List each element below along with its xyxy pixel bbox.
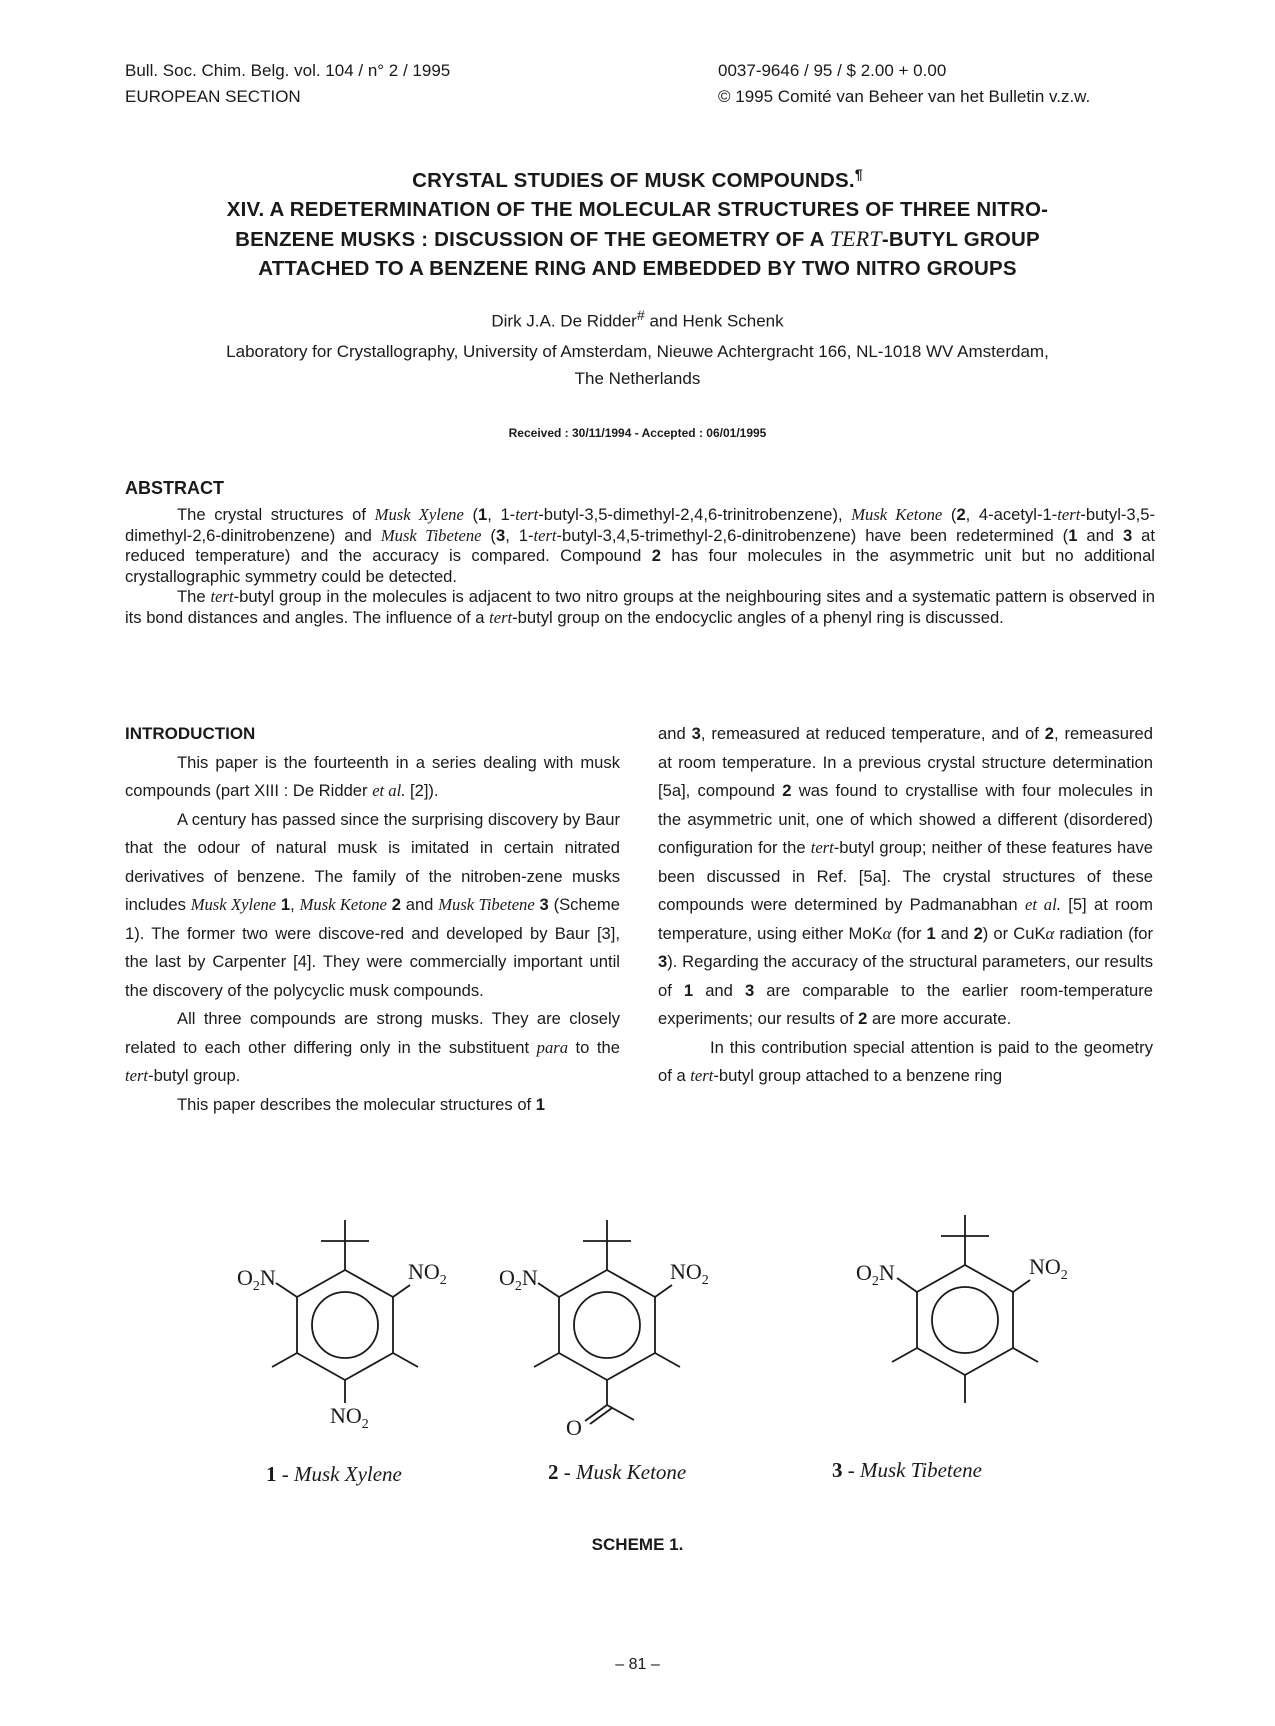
title-line-3b: -BUTYL GROUP <box>881 227 1040 251</box>
text-segment: 2 <box>973 923 983 943</box>
text-segment: -butyl group on the endocyclic angles of a phenyl ring is discussed. <box>512 607 1004 627</box>
intro-paragraph-2 <box>125 806 620 1006</box>
text-segment: tert <box>810 838 834 857</box>
text-segment: -butyl group attached to a benzene ring <box>713 1066 1003 1085</box>
text-segment: and <box>658 724 692 743</box>
text-segment: This paper describes the molecular structures of <box>177 1094 536 1114</box>
title-line-3a: BENZENE MUSKS : DISCUSSION OF THE GEOMETRY OF A <box>235 227 830 251</box>
text-segment: tert <box>210 587 234 606</box>
text-segment: 3 <box>495 525 506 545</box>
text-segment: α <box>882 923 892 943</box>
introduction-heading: INTRODUCTION <box>125 724 256 743</box>
text-segment: was found to crystallise with four molecules in the asymmetric unit, one of which showed a different (disordered) configuration for the <box>658 781 1153 857</box>
text-segment: 3 <box>691 724 701 743</box>
text-segment: tert <box>690 1066 714 1085</box>
text-segment: Musk Ketone <box>299 895 387 914</box>
text-segment: -butyl-3,4,5-trimethyl-2,6-dinitrobenzene) have been redetermined ( <box>556 525 1069 545</box>
label-o2n-3: $O_2N$ <box>856 1260 895 1289</box>
text-segment: -butyl group; neither of these features have been discussed in Ref. [5a]. The crystal structures of these compounds were determined by Padmanabhan <box>658 838 1153 914</box>
author-1: Dirk J.A. De Ridder <box>491 311 637 331</box>
text-segment: , 1- <box>487 505 516 524</box>
text-segment: et al. <box>372 781 406 800</box>
affiliation-line-1: Laboratory for Crystallography, University of Amsterdam, Nieuwe Achtergracht 166, NL-1018 WV Amsterdam, <box>226 342 1049 361</box>
text-segment: to the <box>568 1037 620 1057</box>
title-line-2: XIV. A REDETERMINATION OF THE MOLECULAR STRUCTURES OF THREE NITRO- <box>226 197 1049 221</box>
intro-paragraph-3 <box>125 1005 620 1091</box>
text-segment: 1 <box>1068 525 1078 545</box>
text-segment: radiation (for <box>1054 923 1153 943</box>
text-segment: 1 <box>926 923 936 943</box>
text-segment: et al. <box>1024 895 1061 914</box>
journal-citation: Bull. Soc. Chim. Belg. vol. 104 / n° 2 / 1995 <box>125 61 451 80</box>
scheme-label: SCHEME 1. <box>591 1535 684 1554</box>
text-segment: , 4-acetyl-1- <box>965 505 1058 524</box>
text-segment: 3 <box>658 952 668 971</box>
text-segment: are comparable to the earlier room-temperature experiments; our results of <box>658 980 1153 1028</box>
affiliation <box>150 338 1125 392</box>
text-segment: has four molecules in the asymmetric unit but no additional crystallographic symmetry could be detected. <box>125 546 1155 586</box>
musk-xylene-structure <box>272 1220 418 1403</box>
text-segment: ( <box>463 505 478 524</box>
text-segment: -butyl group. <box>148 1066 241 1085</box>
text-segment: α <box>1045 923 1055 943</box>
text-segment: 3 <box>744 980 755 1000</box>
caption-compound-2: 2 - Musk Ketone <box>548 1460 687 1484</box>
text-segment: This paper is the fourteenth in a series dealing with musk compounds (part XIII : De Ridder <box>125 752 620 800</box>
affiliation-line-2: The Netherlands <box>574 369 701 388</box>
text-segment: ) or CuK <box>982 923 1046 943</box>
label-no2-3: $NO_2$ <box>1029 1254 1068 1283</box>
text-segment: 1 <box>683 980 694 1000</box>
title-line-3-italic: TERT <box>829 225 882 251</box>
abstract-paragraph-2 <box>125 587 1155 628</box>
abstract-body <box>125 505 1155 628</box>
abstract-paragraph-1 <box>125 505 1155 587</box>
author-2: and Henk Schenk <box>644 311 784 331</box>
text-segment: , remeasured at room temperature. In a previous crystal structure determination [5a], compound <box>658 724 1153 800</box>
text-segment: and <box>400 895 439 914</box>
text-segment: A century has passed since the surprising discovery by Baur that the odour of natural musk is imitated in certain nitrated derivatives of benzene. The family of the nitroben-zene musks includes <box>125 809 620 914</box>
musk-ketone-structure <box>534 1220 680 1424</box>
text-segment: at reduced temperature) and the accuracy is compared. Compound <box>125 525 1155 565</box>
text-segment: tert <box>533 525 557 545</box>
text-segment: , remeasured at reduced temperature, and of <box>700 724 1045 743</box>
text-segment: 2 <box>782 781 792 800</box>
text-segment: and <box>1077 525 1123 545</box>
intro-paragraph-4 <box>125 1091 620 1120</box>
label-o2n-2: $O_2N$ <box>499 1265 538 1294</box>
label-o2n-1: $O_2N$ <box>237 1265 276 1294</box>
text-segment: and <box>935 923 974 943</box>
intro-paragraph-6 <box>658 1034 1153 1091</box>
text-segment: tert <box>125 1066 149 1085</box>
journal-code: 0037-9646 / 95 / $ 2.00 + 0.00 <box>718 61 947 80</box>
text-segment: tert <box>515 505 539 524</box>
text-segment: para <box>536 1037 568 1057</box>
text-segment: Musk Xylene <box>190 895 277 914</box>
authors <box>0 308 1275 332</box>
text-segment: Musk Tibetene <box>438 895 535 914</box>
intro-left-column <box>125 720 620 1119</box>
text-segment: The crystal structures of <box>177 505 375 524</box>
text-segment: 2 <box>1044 724 1054 743</box>
intro-paragraph-1 <box>125 749 620 806</box>
text-segment: ( <box>942 505 957 524</box>
text-segment: (Scheme 1). The former two were discove-red and developed by Baur [3], the last by Carpenter [4]. They were commercially important until the discovery of the polycyclic musk compounds. <box>125 895 620 1000</box>
text-segment: , <box>290 895 300 914</box>
page-number: – 81 – <box>615 1656 660 1673</box>
text-segment: Musk Xylene <box>374 505 464 524</box>
intro-paragraph-5 <box>658 720 1153 1034</box>
caption-compound-1: 1 - Musk Xylene <box>266 1462 402 1486</box>
text-segment: In this contribution special attention is paid to the geometry of a <box>658 1037 1153 1085</box>
text-segment: -butyl-3,5-dimethyl-2,4,6-trinitrobenzene), <box>538 505 852 524</box>
intro-right-column <box>658 720 1153 1091</box>
text-segment: ( <box>481 525 496 545</box>
text-segment: -butyl-3,5-dimethyl-2,6-dinitrobenzene) and <box>125 505 1156 545</box>
text-segment: ). Regarding the accuracy of the structural parameters, our results of <box>658 952 1153 1000</box>
text-segment: 1 <box>280 895 291 914</box>
copyright-notice: © 1995 Comité van Beheer van het Bulletin v.z.w. <box>718 87 1091 106</box>
text-segment: -butyl group in the molecules is adjacent to two nitro groups at the neighbouring sites and a systematic pattern is observed in its bond distances and angles. The influence of a <box>125 587 1155 627</box>
label-no2-1b: $NO_2$ <box>330 1403 369 1432</box>
text-segment: 2 <box>391 895 401 914</box>
text-segment: 2 <box>956 505 966 524</box>
title-footnote-mark: ¶ <box>854 166 863 182</box>
label-ketone-oxygen: O <box>566 1415 582 1440</box>
label-no2-2: $NO_2$ <box>670 1259 709 1288</box>
journal-section: EUROPEAN SECTION <box>125 87 301 106</box>
title-line-4: ATTACHED TO A BENZENE RING AND EMBEDDED BY TWO NITRO GROUPS <box>258 256 1017 280</box>
text-segment: 2 <box>858 1009 868 1028</box>
text-segment: All three compounds are strong musks. They are closely related to each other differing only in the substituent <box>125 1009 620 1057</box>
text-segment: Musk Tibetene <box>380 525 482 545</box>
received-dates: Received : 30/11/1994 - Accepted : 06/01/1995 <box>508 426 767 440</box>
musk-tibetene-structure <box>892 1215 1038 1403</box>
abstract-heading: ABSTRACT <box>125 478 224 498</box>
text-segment: [5] at room temperature, using either MoK <box>658 895 1153 943</box>
text-segment: 1 <box>478 505 488 524</box>
caption-compound-3: 3 - Musk Tibetene <box>832 1458 982 1482</box>
title-line-1: CRYSTAL STUDIES OF MUSK COMPOUNDS. <box>412 168 855 192</box>
text-segment: tert <box>489 607 513 627</box>
text-segment: 3 <box>539 895 549 914</box>
text-segment: tert <box>1057 505 1081 524</box>
text-segment: , 1- <box>505 525 534 545</box>
text-segment: [2]). <box>405 781 439 800</box>
journal-header <box>125 58 450 110</box>
text-segment: (for <box>891 923 927 943</box>
text-segment: Musk Ketone <box>851 505 943 524</box>
text-segment: are more accurate. <box>867 1009 1012 1028</box>
text-segment: 3 <box>1122 525 1133 545</box>
journal-code-block <box>718 58 1090 110</box>
text-segment: 1 <box>535 1094 546 1114</box>
label-no2-1a: $NO_2$ <box>408 1259 447 1288</box>
text-segment: and <box>693 980 745 1000</box>
paper-title <box>100 160 1175 283</box>
text-segment: The <box>177 587 211 606</box>
author-mark: # <box>636 308 645 324</box>
text-segment: 2 <box>651 546 661 565</box>
